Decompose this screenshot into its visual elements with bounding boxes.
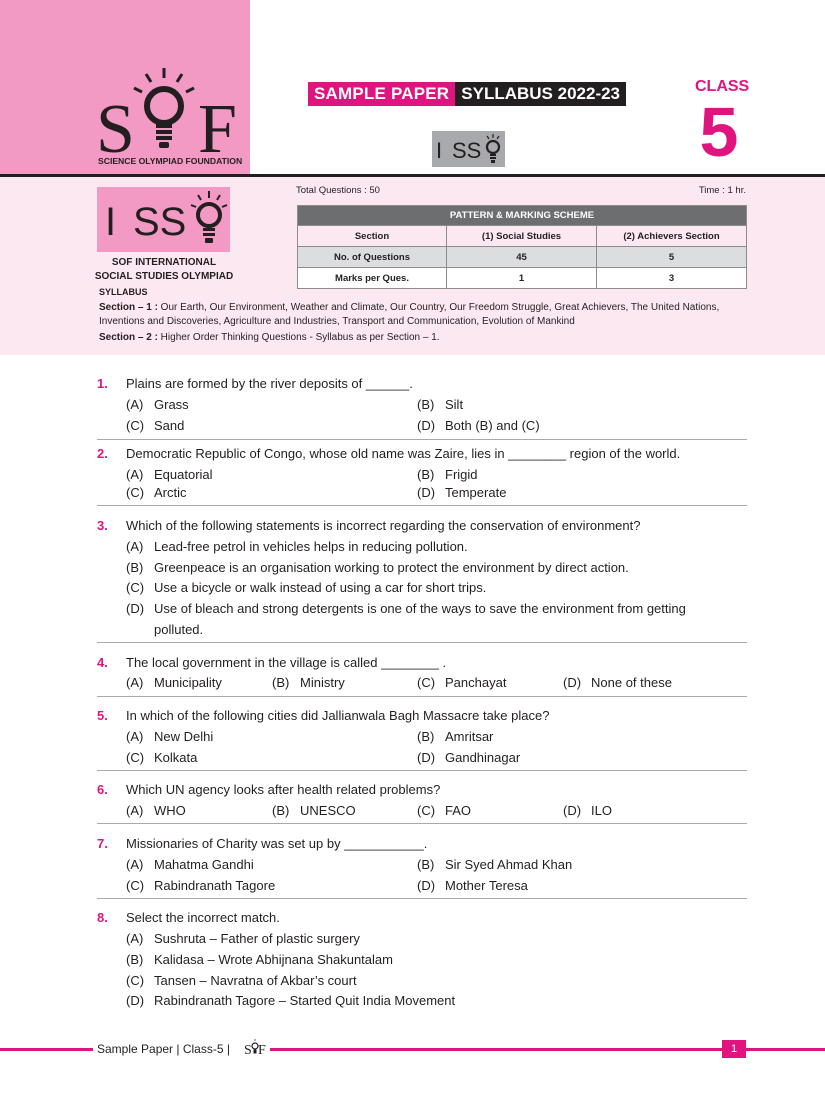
question-text: Plains are formed by the river deposits of ______. <box>126 376 413 391</box>
question-number: 8. <box>97 910 108 925</box>
question-divider <box>97 505 747 506</box>
option: (D) Both (B) and (C) <box>417 418 540 433</box>
option: (A) Grass <box>126 397 189 412</box>
option: (B) Sir Syed Ahmad Khan <box>417 857 573 872</box>
sof-logo <box>96 66 246 158</box>
question-number: 5. <box>97 708 108 723</box>
question-text: In which of the following cities did Jallianwala Bagh Massacre take place? <box>126 708 550 723</box>
option: (C) Kolkata <box>126 750 198 765</box>
table-row <box>298 268 747 289</box>
class-label: CLASS <box>695 78 750 95</box>
section-1-label: Section – 1 : <box>99 302 158 313</box>
table-title-row <box>298 206 747 226</box>
exam-time: Time : 1 hr. <box>698 185 746 196</box>
question-divider <box>97 898 747 899</box>
question-text: Which of the following statements is incorrect regarding the conservation of environment? <box>126 518 641 533</box>
option: (C) Panchayat <box>417 675 507 690</box>
option: (A) Municipality <box>126 675 222 690</box>
question-divider <box>97 642 747 643</box>
question-divider <box>97 770 747 771</box>
option: (D) Use of bleach and strong detergents is one of the ways to save the environment from getting <box>126 601 686 616</box>
option: (A) Mahatma Gandhi <box>126 857 254 872</box>
svg-text:S: S <box>244 1043 252 1056</box>
svg-text:SS: SS <box>452 138 482 163</box>
question-number: 2. <box>97 446 108 461</box>
question-text: The local government in the village is called ________ . <box>126 655 447 670</box>
table-row <box>298 247 747 268</box>
option: (B) Frigid <box>417 467 478 482</box>
option: (A) New Delhi <box>126 729 214 744</box>
exam-full-name <box>86 256 242 284</box>
svg-text:SS: SS <box>133 200 187 244</box>
table-header-cell: (2) Achievers Section <box>597 226 747 247</box>
exam-full-name-line2: SOCIAL STUDIES OLYMPIAD <box>94 271 234 282</box>
table-header-row <box>298 226 747 247</box>
option: (D) Gandhinagar <box>417 750 521 765</box>
footer-text: Sample Paper | Class-5 | <box>97 1042 230 1056</box>
section-1-text: Our Earth, Our Environment, Weather and Climate, Our Country, Our Freedom Struggle, Great Achievers, The United Nations, Inventions and Discoveries, Agriculture and Industries, Transport and Communication, Evolution of Mankind <box>99 302 720 327</box>
question-number: 6. <box>97 782 108 797</box>
option: (A) Lead-free petrol in vehicles helps in reducing pollution. <box>126 539 468 554</box>
option: (B) Ministry <box>272 675 345 690</box>
option: (C) Sand <box>126 418 185 433</box>
table-header-cell: Section <box>298 226 447 247</box>
page-number: 1 <box>722 1040 746 1058</box>
sof-logo-text <box>96 91 135 158</box>
section-2-text: Higher Order Thinking Questions - Syllabus as per Section – 1. <box>157 332 440 343</box>
table-cell: 45 <box>447 247 597 268</box>
table-header-cell: (1) Social Studies <box>447 226 597 247</box>
option-continuation: polluted. <box>154 622 204 637</box>
table-cell: 3 <box>597 268 747 289</box>
option: (D) ILO <box>563 803 612 818</box>
option: (D) None of these <box>563 675 672 690</box>
question-text: Select the incorrect match. <box>126 910 280 925</box>
table-cell: Marks per Ques. <box>298 268 447 289</box>
svg-text:I: I <box>436 138 443 163</box>
bulb-icon <box>134 68 194 148</box>
option: (B) Greenpeace is an organisation working to protect the environment by direct action. <box>126 560 629 575</box>
option: (B) Amritsar <box>417 729 494 744</box>
table-cell: 5 <box>597 247 747 268</box>
syllabus-section-1 <box>99 301 747 329</box>
svg-text:I: I <box>105 200 117 244</box>
question-divider <box>97 439 747 440</box>
option: (B) UNESCO <box>272 803 356 818</box>
option: (D) Rabindranath Tagore – Started Quit India Movement <box>126 993 456 1008</box>
svg-text:F: F <box>258 1043 266 1056</box>
question-divider <box>97 823 747 824</box>
exam-full-name-line1: SOF INTERNATIONAL <box>111 257 217 268</box>
question-divider <box>97 696 747 697</box>
option: (D) Temperate <box>417 485 507 500</box>
option: (C) Tansen – Navratna of Akbar’s court <box>126 973 357 988</box>
sof-logo-small <box>244 1038 266 1056</box>
isso-logo-small <box>432 131 505 167</box>
option: (A) WHO <box>126 803 186 818</box>
question-number: 7. <box>97 836 108 851</box>
title-bar <box>308 82 626 106</box>
option: (B) Silt <box>417 397 464 412</box>
table-title: PATTERN & MARKING SCHEME <box>298 206 747 226</box>
option: (A) Equatorial <box>126 467 213 482</box>
sof-logo-letter-s: S <box>96 91 135 158</box>
table-cell: No. of Questions <box>298 247 447 268</box>
marking-scheme-table <box>297 205 747 289</box>
option: (C) Arctic <box>126 485 187 500</box>
table-cell: 1 <box>447 268 597 289</box>
total-questions: Total Questions : 50 <box>296 185 380 196</box>
footer-rule-left <box>0 1048 93 1051</box>
option: (C) Rabindranath Tagore <box>126 878 276 893</box>
option: (B) Kalidasa – Wrote Abhijnana Shakuntalam <box>126 952 393 967</box>
option: (C) FAO <box>417 803 472 818</box>
title-sample-paper: SAMPLE PAPER <box>308 82 455 106</box>
option: (A) Sushruta – Father of plastic surgery <box>126 931 360 946</box>
isso-logo <box>97 187 230 252</box>
option: (C) Use a bicycle or walk instead of using a car for short trips. <box>126 580 487 595</box>
title-syllabus-year: SYLLABUS 2022-23 <box>455 82 626 106</box>
question-text: Which UN agency looks after health related problems? <box>126 782 441 797</box>
option: (D) Mother Teresa <box>417 878 528 893</box>
syllabus-section-2 <box>99 331 747 345</box>
class-number: 5 <box>699 93 739 171</box>
section-2-label: Section – 2 : <box>99 332 158 343</box>
question-text: Democratic Republic of Congo, whose old name was Zaire, lies in ________ region of the world. <box>126 446 681 461</box>
syllabus-label: SYLLABUS <box>99 287 148 297</box>
question-number: 3. <box>97 518 108 533</box>
question-text: Missionaries of Charity was set up by ___________. <box>126 836 428 851</box>
question-number: 4. <box>97 655 108 670</box>
question-number: 1. <box>97 376 108 391</box>
org-name: SCIENCE OLYMPIAD FOUNDATION <box>98 156 243 166</box>
svg-text:F: F <box>198 91 237 158</box>
